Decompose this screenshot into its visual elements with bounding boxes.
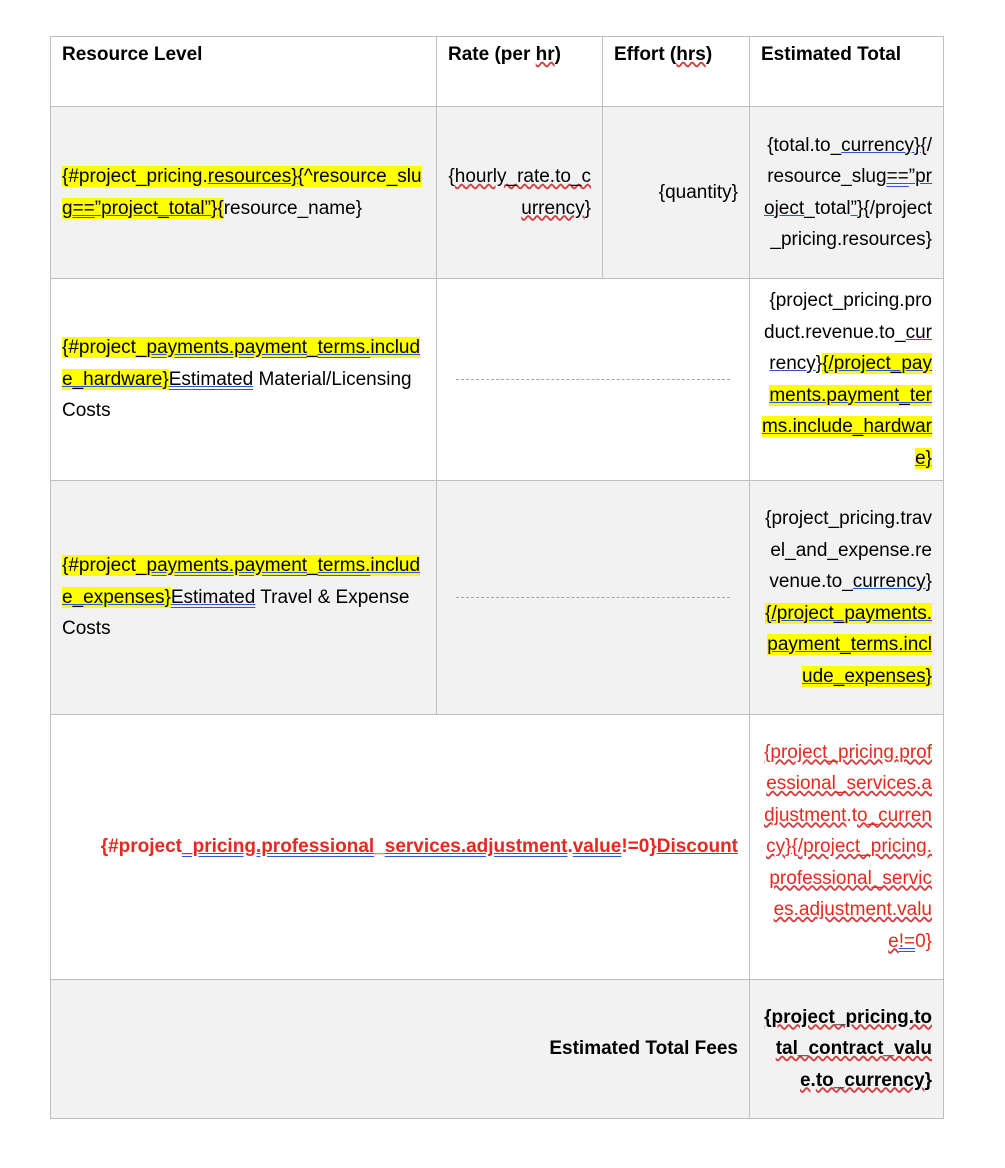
effort-cell: {quantity}	[603, 107, 750, 279]
resource-level-cell: {#project_payments.payment_terms.include_expenses}Estimated Travel & Expense Costs	[51, 481, 437, 715]
estimated-total-cell: {total.to_currency}{/resource_slug==”project_total”}{/project_pricing.resources}	[750, 107, 944, 279]
merged-rate-effort-cell	[437, 279, 750, 481]
estimated-total-cell: {project_pricing.travel_and_expense.revenue.to_currency}{/project_payments.payment_terms.include_expenses}	[750, 481, 944, 715]
rate-cell: {hourly_rate.to_currency}	[437, 107, 603, 279]
total-label-cell: Estimated Total Fees	[51, 980, 750, 1119]
header-estimated-total: Estimated Total	[750, 37, 944, 107]
resource-level-cell: {#project_pricing.resources}{^resource_slug==”project_total”}{resource_name}	[51, 107, 437, 279]
merged-rate-effort-cell	[437, 481, 750, 715]
resource-level-cell: {#project_payments.payment_terms.include_hardware}Estimated Material/Licensing Costs	[51, 279, 437, 481]
estimated-total-cell: {project_pricing.product.revenue.to_currency}{/project_payments.payment_terms.include_hardware}	[750, 279, 944, 481]
table-row	[51, 481, 944, 715]
estimated-total-cell: {project_pricing.professional_services.adjustment.to_currency}{/project_pricing.professional_services.adjustment.value!=0}	[750, 715, 944, 980]
header-effort: Effort (hrs)	[603, 37, 750, 107]
pricing-table	[50, 36, 944, 1119]
header-resource-level: Resource Level	[51, 37, 437, 107]
table-row	[51, 715, 944, 980]
header-rate: Rate (per hr)	[437, 37, 603, 107]
dashed-divider	[456, 597, 730, 598]
estimated-total-cell: {project_pricing.total_contract_value.to_currency}	[750, 980, 944, 1119]
table-row	[51, 279, 944, 481]
header-row	[51, 37, 944, 107]
discount-label-cell: {#project_pricing.professional_services.adjustment.value!=0}Discount	[51, 715, 750, 980]
total-row	[51, 980, 944, 1119]
table-row	[51, 107, 944, 279]
dashed-divider	[456, 379, 730, 380]
